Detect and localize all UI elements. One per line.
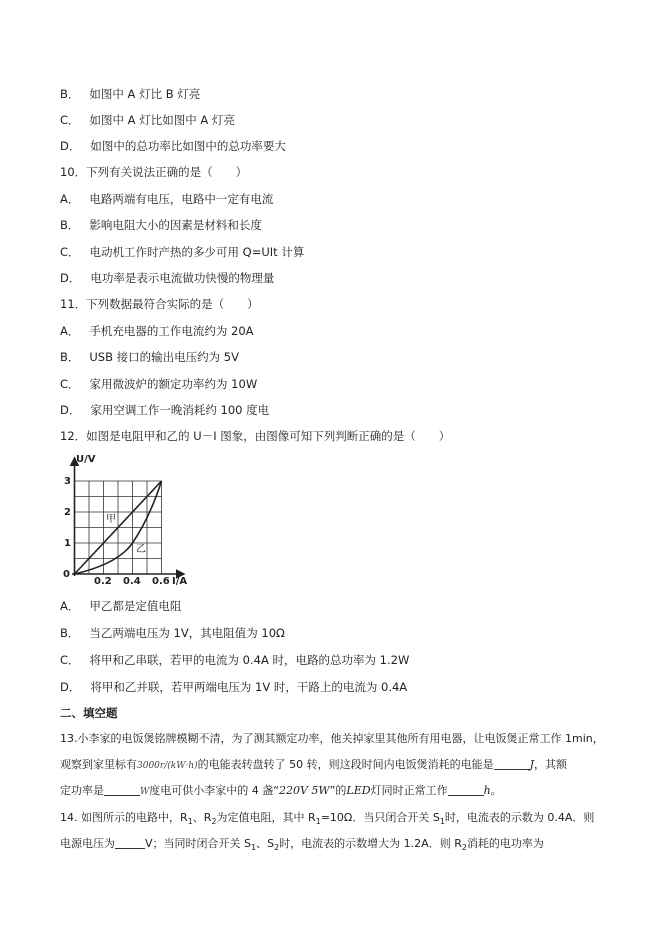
q12-option-b: B． 当乙两端电压为 1V，其电阻值为 10Ω <box>60 626 285 640</box>
q12-option-a: A． 甲乙都是定值电阻 <box>60 599 182 613</box>
q10-option-b: B． 影响电阻大小的因素是材料和长度 <box>60 218 262 232</box>
meter-constant: 3000r/(kW·h) <box>137 761 198 771</box>
q10-option-a: A． 电路两端有电压，电路中一定有电流 <box>60 192 274 206</box>
u-i-graph <box>60 452 195 587</box>
y-tick-1: 1 <box>64 538 71 549</box>
q12-option-c: C． 将甲和乙串联，若甲的电流为 0.4A 时，电路的总功率为 1.2W <box>60 653 410 667</box>
x-axis-label: I/A <box>172 576 188 587</box>
q13-line-3: 定功率是 W度电可供小李家中的 4 盏“220V 5W”的LED灯同时正常工作 h。 <box>60 784 502 797</box>
origin-label: 0 <box>63 569 70 580</box>
q10-stem: 10．下列有关说法正确的是（ ） <box>60 165 248 179</box>
y-tick-2: 2 <box>64 507 71 518</box>
curve-yi-label: 乙 <box>136 544 146 555</box>
q13-blank-3[interactable] <box>448 783 484 796</box>
q11-option-b: B． USB 接口的输出电压约为 5V <box>60 350 239 364</box>
q13-line-1: 13.小李家的电饭煲铭牌模糊不清，为了测其额定功率，他关掉家里其他所有用电器，让电饭煲正常工作 1min， <box>60 732 604 745</box>
q13-blank-2[interactable] <box>104 783 140 796</box>
q11-stem: 11．下列数据最符合实际的是（ ） <box>60 297 259 311</box>
x-tick-0.4: 0.4 <box>123 576 141 587</box>
q11-option-c: C． 家用微波炉的额定功率约为 10W <box>60 377 258 391</box>
q14-blank-1[interactable] <box>115 836 145 849</box>
q12-stem: 12．如图是电阻甲和乙的 U－I 图象，由图像可知下列判断正确的是（ ） <box>60 429 451 443</box>
x-tick-0.2: 0.2 <box>94 576 112 587</box>
q12-option-d: D． 将甲和乙并联，若甲两端电压为 1V 时，干路上的电流为 0.4A <box>60 680 408 694</box>
section-title: 二、填空题 <box>60 706 118 720</box>
q13-line-2: 观察到家里标有3000r/(kW·h)的电能表转盘转了 50 转，则这段时间内电饭煲消耗的电能是 J，其额 <box>60 758 568 771</box>
q11-option-d: D． 家用空调工作一晚消耗约 100 度电 <box>60 403 270 417</box>
x-tick-0.6: 0.6 <box>152 576 170 587</box>
q10-option-c: C． 电动机工作时产热的多少可用 Q=UIt 计算 <box>60 245 305 259</box>
q10-option-d: D． 电功率是表示电流做功快慢的物理量 <box>60 271 275 285</box>
q14-line-2: 电源电压为 V；当同时闭合开关 $S_1$、$S_2$时，电流表的示数增大为 1.2A．则 $R_2$消耗的电功率为 <box>60 837 544 853</box>
q9-option-c: C． 如图中 A 灯比如图中 A 灯亮 <box>60 113 235 127</box>
q9-option-b: B． 如图中 A 灯比 B 灯亮 <box>60 87 201 101</box>
q9-option-d: D． 如图中的总功率比如图中的总功率要大 <box>60 139 286 153</box>
q14-line-1: 14. 如图所示的电路中，$R_1$、$R_2$为定值电阻，其中 $R_1=10\Omega$．当只闭合开关 $S_1$时，电流表的示数为 0.4A．则 <box>60 811 595 827</box>
q11-option-a: A． 手机充电器的工作电流约为 20A <box>60 324 254 338</box>
y-axis-label: U/V <box>76 454 96 465</box>
q13-blank-1[interactable] <box>494 757 530 770</box>
y-tick-3: 3 <box>64 476 71 487</box>
curve-jia-label: 甲 <box>106 514 116 525</box>
